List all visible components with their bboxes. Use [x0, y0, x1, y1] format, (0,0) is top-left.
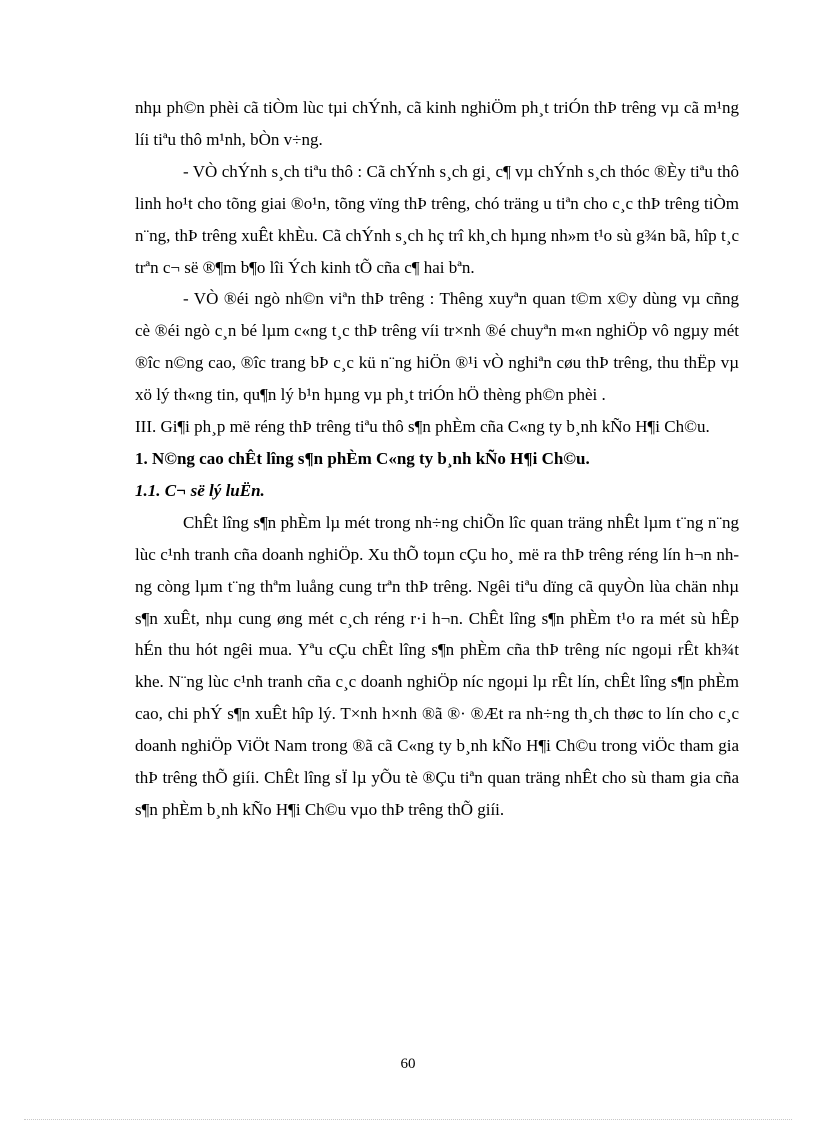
heading-1-1: 1.1. C¬ së lý luËn.	[135, 480, 265, 500]
page-bottom-border	[24, 1119, 792, 1120]
section-heading-III: III. Gi¶i ph¸p më réng thÞ trêng tiªu thô s¶n phÈm cña C«ng ty b¸nh kÑo H¶i Ch©u.	[135, 417, 710, 437]
paragraph-market-staff: - VÒ ®éi ngò nh©n viªn thÞ trêng : Thêng xuyªn quan t©m x©y dùng vµ cñng cè ®éi ngò c¸n bé lµm c«ng t¸c thÞ trêng víi tr×nh ®é chuyªn m«n nghiÖp vô ngµy mét ®îc n©ng cao, ®îc trang bÞ c¸c kü n¨ng hiÖn ®¹i vÒ nghiªn cøu thÞ trêng, thu thËp vµ xö lý th«ng tin, qu¶n lý b¹n hµng vµ ph¸t triÓn hÖ thèng ph©n phèi .	[135, 289, 739, 405]
paragraph-continuation: nhµ ph©n phèi cã tiÒm lùc tµi chÝnh, cã kinh nghiÖm ph¸t triÓn thÞ trêng vµ cã m¹ng líi tiªu thô m¹nh, bÒn v÷ng.	[135, 98, 739, 149]
paragraph-consumption-policy: - VÒ chÝnh s¸ch tiªu thô : Cã chÝnh s¸ch gi¸ c¶ vµ chÝnh s¸ch thóc ®Èy tiªu thô linh ho¹t cho tõng giai ®o¹n, tõng vïng thÞ trêng, chó träng u tiªn cho c¸c thÞ trêng tiÒm n¨ng, thÞ trêng xuÊt khÈu. Cã chÝnh s¸ch hç trî kh¸ch hµng nh»m t¹o sù g¾n bã, hîp t¸c trªn c¬ së ®¶m b¶o lîi Ých kinh tÕ cña c¶ hai bªn.	[135, 161, 739, 277]
page-number: 60	[400, 1056, 416, 1072]
heading-1: 1. N©ng cao chÊt lîng s¶n phÈm C«ng ty b¸nh kÑo H¶i Ch©u.	[135, 448, 590, 468]
paragraph-quality: ChÊt lîng s¶n phÈm lµ mét trong nh÷ng chiÕn lîc quan träng nhÊt lµm t¨ng n¨ng lùc c¹nh tranh cña doanh nghiÖp. Xu thÕ toµn cÇu ho¸ më ra thÞ trêng réng lín h¬n nhng còng lµm t¨ng thªm luång cung trªn thÞ trêng. Ngêi tiªu dïng cã quyÒn lùa chän nhµ s¶n xuÊt, nhµ cung øng mét c¸ch réng r·i h¬n. ChÊt lîng s¶n phÈm t¹o ra mét sù hÊp hÉn thu hót ngêi mua. Yªu cÇu chÊt lîng s¶n phÈm cña thÞ trêng níc ngoµi rÊt kh¾t khe. N¨ng lùc c¹nh tranh cña c¸c doanh nghiÖp níc ngoµi lµ rÊt lín, chÊt lîng s¶n phÈm cao, chi phÝ s¶n xuÊt hîp lý. T×nh h×nh ®ã ®· ®Æt ra nh÷ng th¸ch thøc to lín cho c¸c doanh nghiÖp ViÖt Nam trong ®ã cã C«ng ty b¸nh kÑo H¶i Ch©u trong viÖc tham gia thÞ trêng thÕ giíi. ChÊt lîng sÏ lµ yÕu tè ®Çu tiªn quan träng nhÊt cho sù tham gia cña s¶n phÈm b¸nh kÑo H¶i Ch©u vµo thÞ trêng thÕ giíi.	[135, 512, 739, 819]
body-text	[135, 92, 739, 826]
